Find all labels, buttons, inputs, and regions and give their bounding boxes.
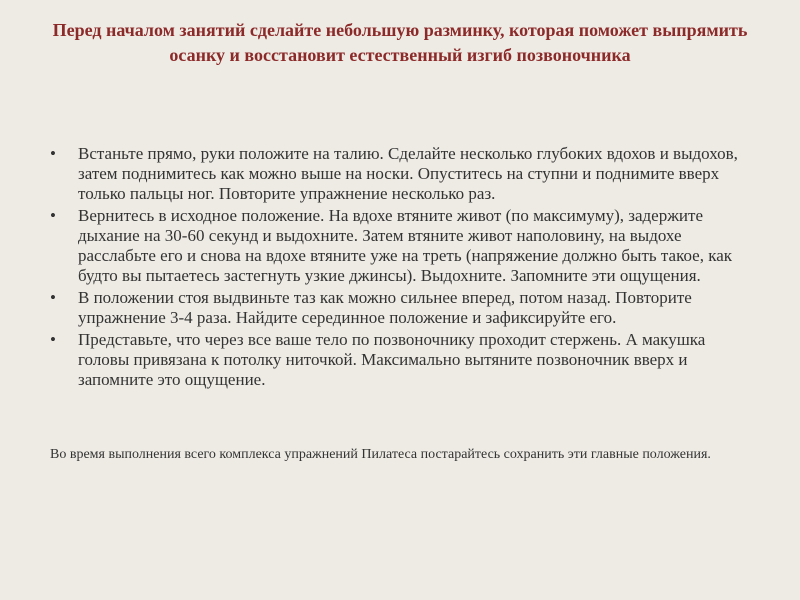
bullet-dot: • — [50, 288, 56, 307]
list-item-text: Встаньте прямо, руки положите на талию. Сделайте несколько глубоких вдохов и выдохов, затем поднимитесь как можно выше на носки. Опуститесь на ступни и поднимите вверх только пальцы ног. Повторите упражнение несколько раз. — [78, 144, 738, 203]
bullet-dot: • — [50, 206, 56, 225]
bullet-list — [50, 144, 755, 392]
footer-note: Во время выполнения всего комплекса упражнений Пилатеса постарайтесь сохранить эти главные положения. — [50, 447, 711, 462]
list-item — [50, 206, 755, 286]
list-item — [50, 330, 755, 390]
bullet-dot: • — [50, 330, 56, 349]
list-item — [50, 144, 755, 204]
list-item — [50, 288, 755, 328]
slide-title: Перед началом занятий сделайте небольшую разминку, которая поможет выпрямить осанку и восстановит естественный изгиб позвоночника — [52, 20, 748, 65]
list-item-text: Вернитесь в исходное положение. На вдохе втяните живот (по максимуму), задержите дыхание на 30-60 секунд и выдохните. Затем втяните живот наполовину, на выдохе расслабьте его и снова на вдохе втяните уже на треть (напряжение должно быть такое, как будто вы пытаетесь застегнуть узкие джинсы). Выдохните. Запомните эти ощущения. — [78, 206, 733, 285]
list-item-text: Представьте, что через все ваше тело по позвоночнику проходит стержень. А макушка головы привязана к потолку ниточкой. Максимально вытяните позвоночник вверх и запомните это ощущение. — [78, 330, 706, 389]
list-item-text: В положении стоя выдвиньте таз как можно сильнее вперед, потом назад. Повторите упражнение 3-4 раза. Найдите серединное положение и зафиксируйте его. — [78, 288, 692, 327]
bullet-dot: • — [50, 144, 56, 163]
